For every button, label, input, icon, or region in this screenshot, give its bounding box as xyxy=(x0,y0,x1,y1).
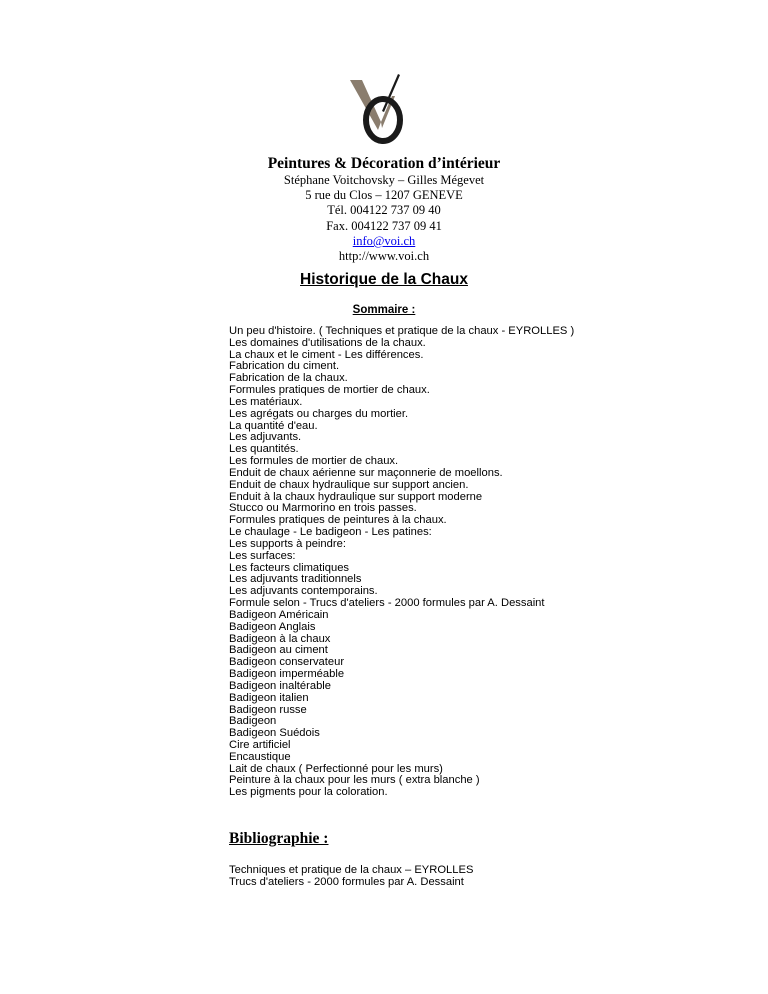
sommaire-heading: Sommaire : xyxy=(352,304,416,316)
sommaire-item: Les pigments pour la coloration. xyxy=(229,786,388,799)
company-name: Peintures & Décoration d’intérieur xyxy=(267,155,501,172)
sommaire-item: Les adjuvants. xyxy=(229,431,302,444)
sommaire-item: Badigeon Anglais xyxy=(229,620,316,633)
sommaire-item: Les formules de mortier de chaux. xyxy=(229,455,399,468)
company-email-link[interactable]: info@voi.ch xyxy=(352,233,416,248)
sommaire-item: Cire artificiel xyxy=(229,738,291,751)
sommaire-item: Enduit de chaux aérienne sur maçonnerie de moellons. xyxy=(229,466,503,479)
sommaire-item: Badigeon xyxy=(229,715,277,728)
bibliographie-item: Techniques et pratique de la chaux – EYROLLES xyxy=(229,864,474,876)
sommaire-item: Lait de chaux ( Perfectionné pour les murs) xyxy=(229,762,443,775)
sommaire-item: Les matériaux. xyxy=(229,395,303,408)
sommaire-item: Les domaines d'utilisations de la chaux. xyxy=(229,336,426,349)
sommaire-item: Badigeon au ciment xyxy=(229,644,328,657)
sommaire-item: Enduit de chaux hydraulique sur support ancien. xyxy=(229,478,469,491)
sommaire-item: Badigeon conservateur xyxy=(229,656,345,669)
sommaire-item: La chaux et le ciment - Les différences. xyxy=(229,348,424,361)
sommaire-item: Les adjuvants traditionnels xyxy=(229,573,362,586)
company-address: 5 rue du Clos – 1207 GENEVE xyxy=(305,188,463,203)
sommaire-item: Fabrication du ciment. xyxy=(229,360,340,373)
sommaire-item: Encaustique xyxy=(229,750,291,763)
sommaire-item: Badigeon inaltérable xyxy=(229,679,332,692)
bibliographie-heading: Bibliographie : xyxy=(229,830,329,847)
sommaire-item: Les quantités. xyxy=(229,443,299,456)
sommaire-item: Badigeon imperméable xyxy=(229,668,345,681)
company-tel: Tél. 004122 737 09 40 xyxy=(327,203,441,218)
sommaire-item: La quantité d'eau. xyxy=(229,419,318,432)
sommaire-item: Badigeon Suédois xyxy=(229,727,320,740)
sommaire-item: Badigeon à la chaux xyxy=(229,632,331,645)
vo-logo xyxy=(348,72,414,144)
company-fax: Fax. 004122 737 09 41 xyxy=(326,218,442,233)
document-title: Historique de la Chaux xyxy=(300,271,468,288)
sommaire-item: Les agrégats ou charges du mortier. xyxy=(229,407,409,420)
sommaire-item: Les supports à peindre: xyxy=(229,537,346,550)
bibliographie-list xyxy=(229,864,473,888)
sommaire-item: Stucco ou Marmorino en trois passes. xyxy=(229,502,417,515)
company-people: Stéphane Voitchovsky – Gilles Mégevet xyxy=(283,173,485,187)
sommaire-item: Peinture à la chaux pour les murs ( extra blanche ) xyxy=(229,774,480,787)
sommaire-item: Fabrication de la chaux. xyxy=(229,372,348,385)
sommaire-item: Les facteurs climatiques xyxy=(229,561,350,574)
sommaire-item: Les adjuvants contemporains. xyxy=(229,585,378,598)
company-header xyxy=(0,154,768,264)
bibliographie-item: Trucs d'ateliers - 2000 formules par A. Dessaint xyxy=(229,876,464,888)
sommaire-item: Les surfaces: xyxy=(229,549,296,562)
sommaire-item: Formules pratiques de peintures à la chaux. xyxy=(229,514,447,527)
sommaire-item: Un peu d'histoire. ( Techniques et pratique de la chaux - EYROLLES ) xyxy=(229,325,575,337)
sommaire-item: Formules pratiques de mortier de chaux. xyxy=(229,384,430,397)
sommaire-item: Badigeon italien xyxy=(229,691,309,704)
company-website: http://www.voi.ch xyxy=(338,249,430,264)
sommaire-item: Enduit à la chaux hydraulique sur support moderne xyxy=(229,490,483,503)
sommaire-list xyxy=(229,326,574,799)
sommaire-item: Badigeon Américain xyxy=(229,608,329,621)
sommaire-item: Badigeon russe xyxy=(229,703,307,716)
sommaire-item: Le chaulage - Le badigeon - Les patines: xyxy=(229,526,432,539)
sommaire-item: Formule selon - Trucs d'ateliers - 2000 formules par A. Dessaint xyxy=(229,597,545,610)
